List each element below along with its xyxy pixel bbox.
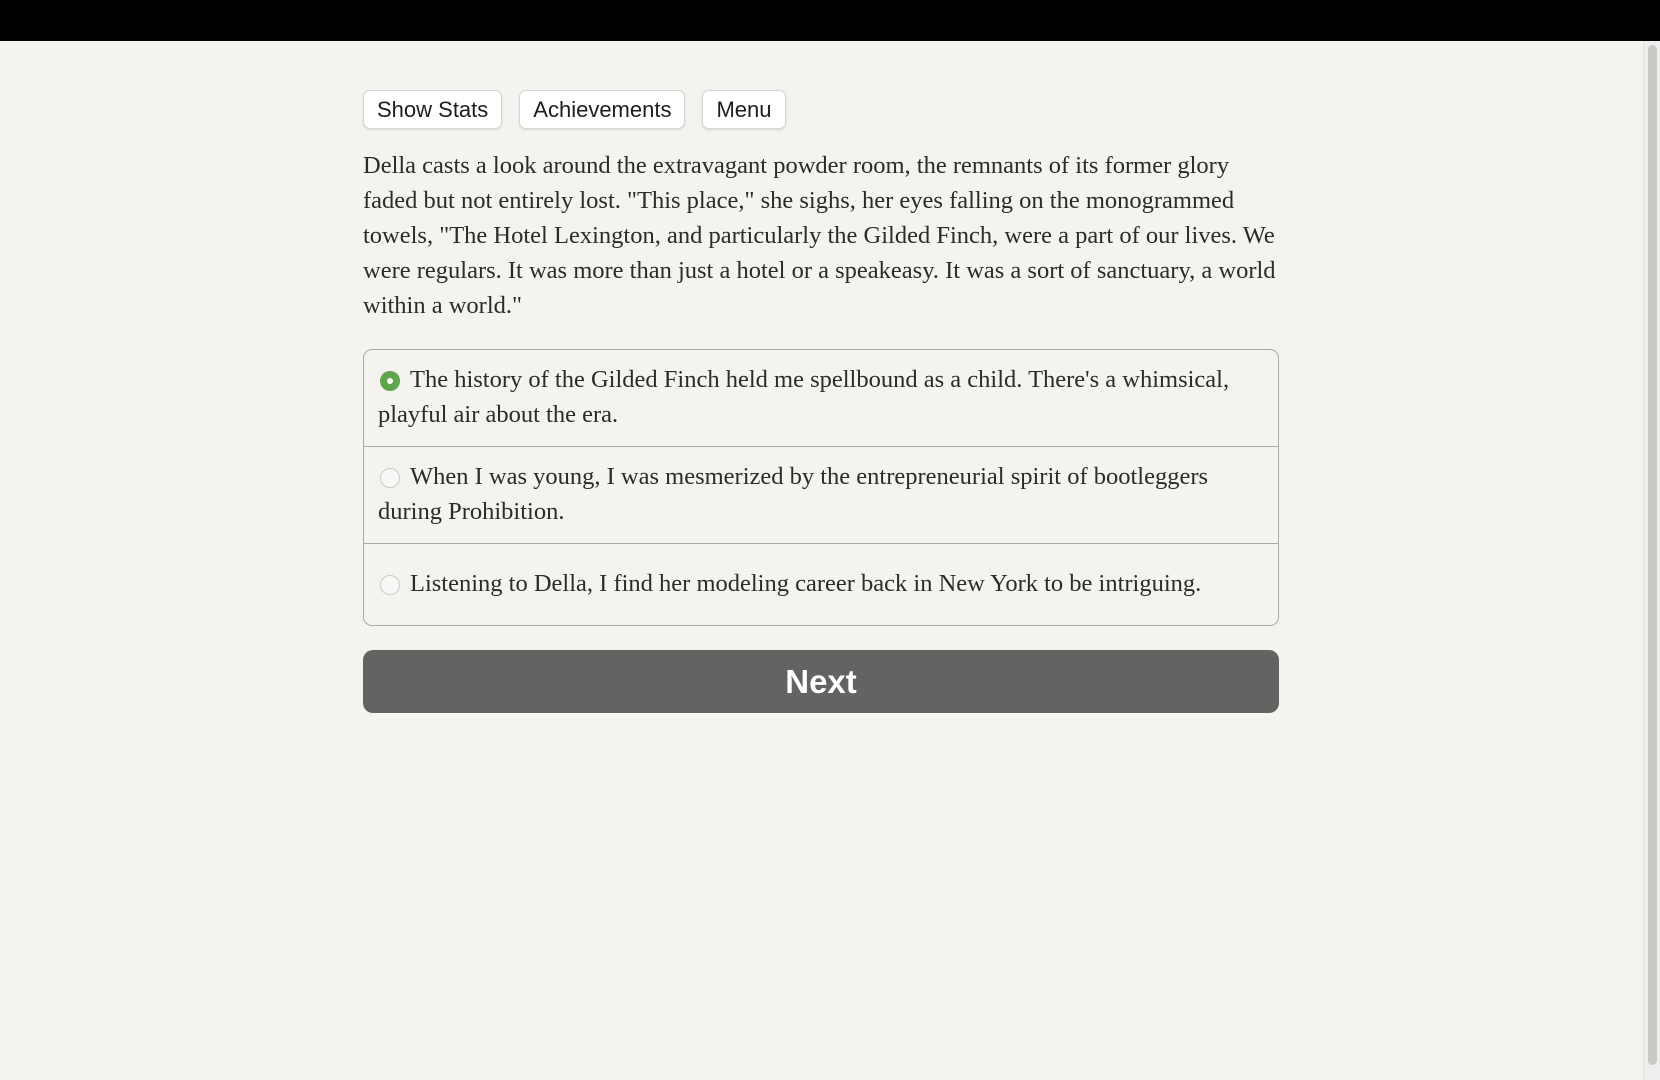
choice-list [363,349,1279,626]
choice-option-3[interactable] [364,543,1278,625]
choice-option-2[interactable] [364,446,1278,543]
game-content [363,90,1279,713]
window-top-bar [0,0,1660,41]
choice-label: The history of the Gilded Finch held me spellbound as a child. There's a whimsical, playful air about the era. [378,366,1230,428]
vertical-scrollbar[interactable] [1643,41,1660,1080]
choice-option-1[interactable] [364,350,1278,446]
radio-unselected-icon[interactable] [380,575,400,595]
radio-unselected-icon[interactable] [380,468,400,488]
radio-selected-icon[interactable] [380,371,400,391]
next-button[interactable]: Next [363,650,1279,713]
scrollbar-thumb[interactable] [1648,45,1657,1065]
choice-label: When I was young, I was mesmerized by the entrepreneurial spirit of bootleggers during Prohibition. [378,463,1209,525]
toolbar [363,90,1279,128]
story-passage: Della casts a look around the extravagant powder room, the remnants of its former glory faded but not entirely lost. "This place," she sighs, her eyes falling on the monogrammed towels, "The Hotel Lexington, and particularly the Gilded Finch, were a part of our lives. We were regulars. It was more than just a hotel or a speakeasy. It was a sort of sanctuary, a world within a world." [363,152,1276,319]
show-stats-button[interactable]: Show Stats [363,90,502,129]
menu-button[interactable]: Menu [702,90,785,129]
choice-label: Listening to Della, I find her modeling career back in New York to be intriguing. [410,570,1202,597]
achievements-button[interactable]: Achievements [519,90,685,129]
